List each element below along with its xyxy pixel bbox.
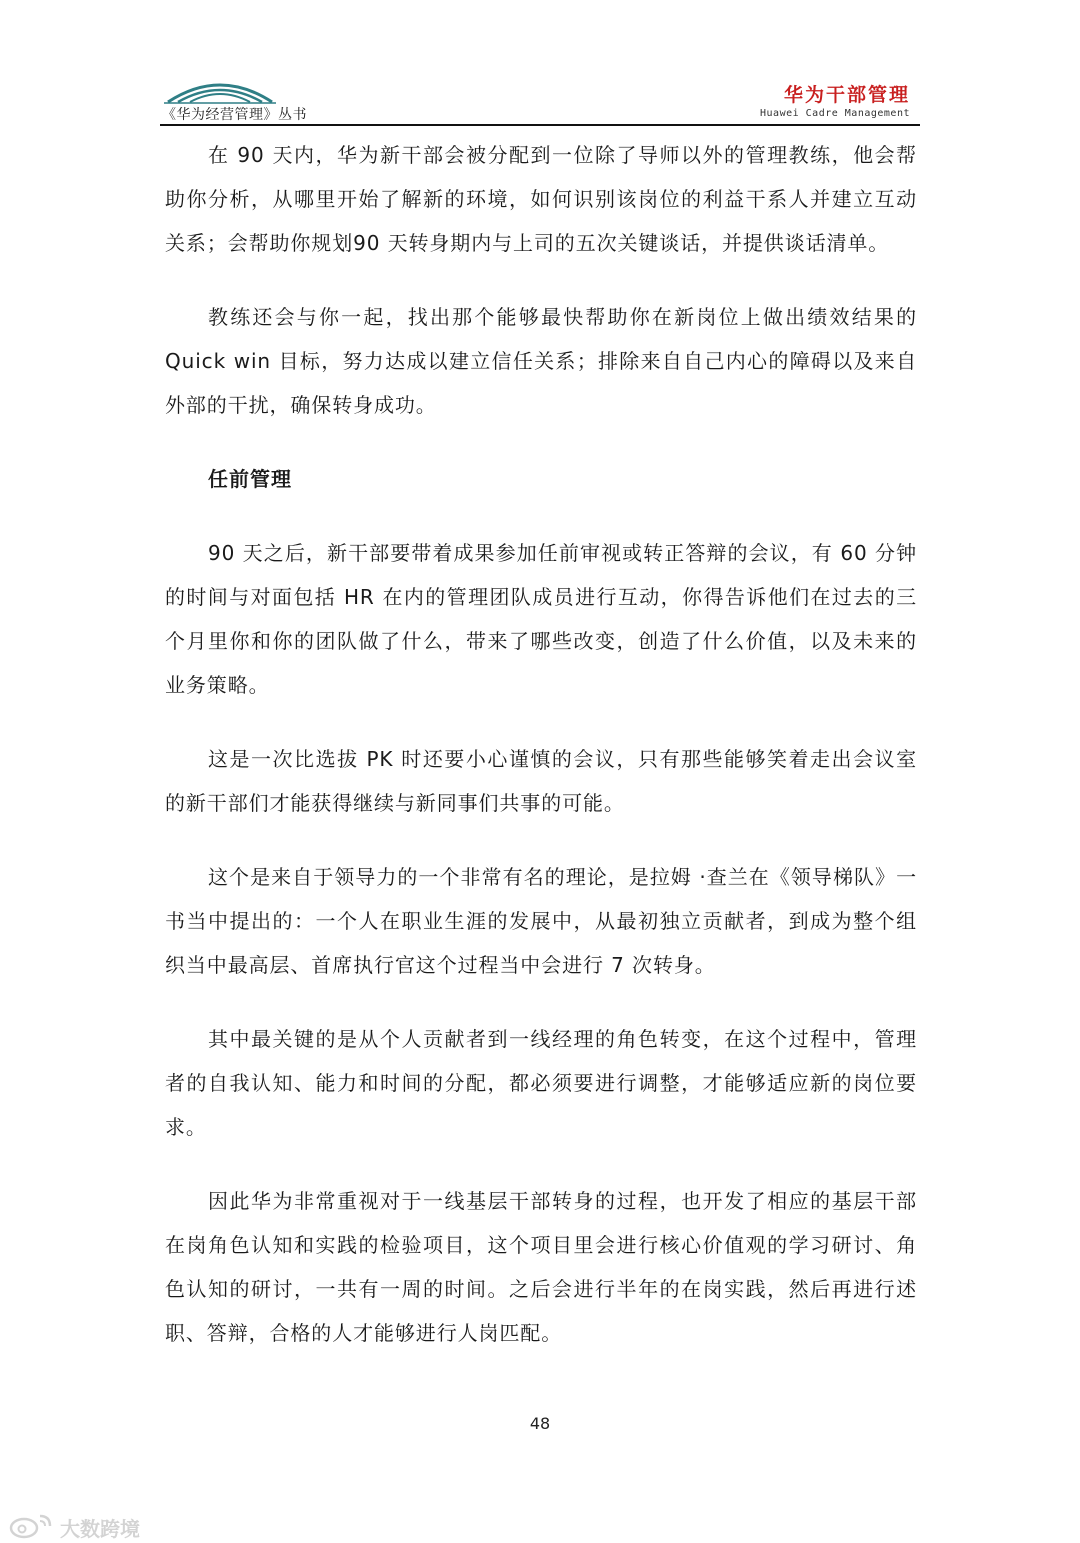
paragraph: 这是一次比选拔 PK 时还要小心谨慎的会议，只有那些能够笑着走出会议室的新干部们才能获得继续与新同事们共事的可能。 (165, 747, 917, 815)
series-title: 《华为经营管理》丛书 (162, 107, 307, 123)
paragraph: 教练还会与你一起，找出那个能够最快帮助你在新岗位上做出绩效结果的Quick win 目标，努力达成以建立信任关系；排除来自自己内心的障碍以及来自外部的干扰，确保转身成功。 (165, 305, 917, 417)
weibo-like-icon (8, 1510, 58, 1540)
section-heading: 任前管理 (208, 467, 292, 491)
paragraph: 在 90 天内，华为新干部会被分配到一位除了导师以外的管理教练，他会帮助你分析，从哪里开始了解新的环境，如何识别该岗位的利益干系人并建立互动关系；会帮助你规划90 天转身期内与上司的五次关键谈话，并提供谈话清单。 (165, 143, 917, 255)
paragraph: 这个是来自于领导力的一个非常有名的理论，是拉姆 ·查兰在《领导梯队》一书当中提出的：一个人在职业生涯的发展中，从最初独立贡献者，到成为整个组织当中最高层、首席执行官这个过程当中会进行 7 次转身。 (165, 865, 917, 977)
watermark-text: 大数跨境 (60, 1517, 140, 1541)
brand-subtitle: Huawei Cadre Management (760, 108, 910, 119)
page-number: 48 (529, 1414, 551, 1433)
paragraph: 其中最关键的是从个人贡献者到一线经理的角色转变，在这个过程中，管理者的自我认知、能力和时间的分配，都必须要进行调整，才能够适应新的岗位要求。 (165, 1027, 917, 1139)
brand-title: 华为干部管理 (783, 84, 910, 106)
header-divider (160, 124, 920, 126)
page-header (160, 70, 920, 130)
document-body (165, 133, 917, 1385)
mountain-logo-icon (160, 74, 280, 108)
paragraph: 90 天之后，新干部要带着成果参加任前审视或转正答辩的会议，有 60 分钟的时间与对面包括 HR 在内的管理团队成员进行互动，你得告诉他们在过去的三个月里你和你的团队做了什么，带来了哪些改变，创造了什么价值，以及未来的业务策略。 (165, 541, 917, 697)
paragraph: 因此华为非常重视对于一线基层干部转身的过程，也开发了相应的基层干部在岗角色认知和实践的检验项目，这个项目里会进行核心价值观的学习研讨、角色认知的研讨，一共有一周的时间。之后会进行半年的在岗实践，然后再进行述职、答辩，合格的人才能够进行人岗匹配。 (165, 1189, 917, 1345)
